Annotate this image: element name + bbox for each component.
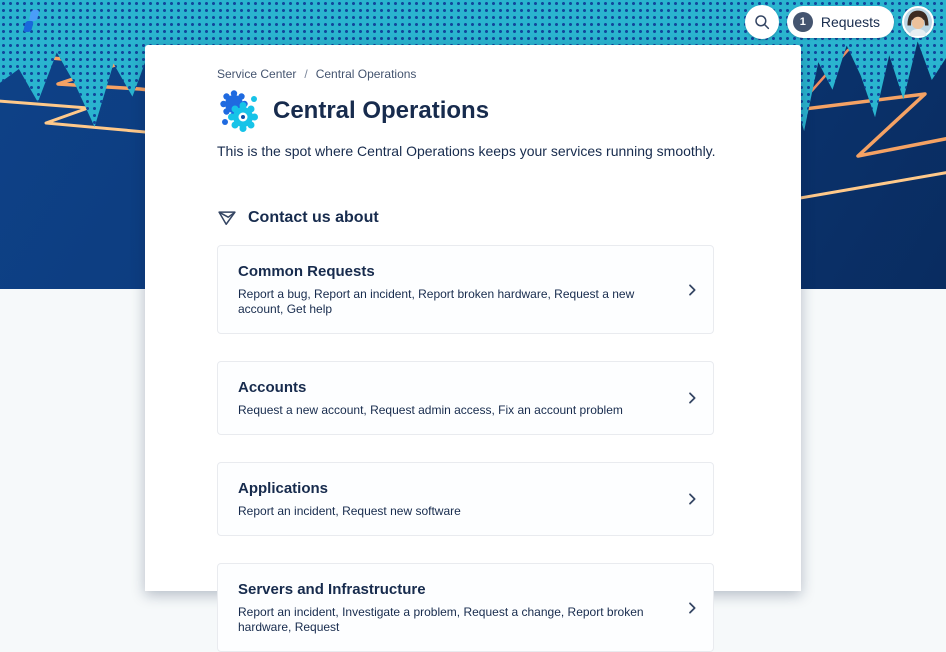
requests-button-label: Requests [820, 14, 880, 30]
category-description: Report an incident, Investigate a problem, Request a change, Report broken hardware, Request [238, 605, 644, 634]
category-description: Report a bug, Report an incident, Report broken hardware, Request a new account, Get help [238, 287, 635, 316]
portal-panel [145, 45, 801, 634]
breadcrumb [217, 67, 730, 81]
user-avatar-button[interactable] [902, 6, 934, 38]
chevron-right-icon [684, 282, 700, 298]
search-icon [753, 13, 771, 31]
search-button[interactable] [745, 5, 779, 39]
category-title: Common Requests [238, 263, 375, 280]
project-avatar-icon [217, 89, 261, 133]
contact-section-title: Contact us about [248, 209, 379, 226]
breadcrumb-current: Central Operations [315, 67, 417, 81]
chevron-right-icon [684, 491, 700, 507]
portal-header [217, 89, 730, 133]
category-list [217, 245, 714, 652]
portal-subtitle: This is the spot where Central Operations keeps your services running smoothly. [217, 143, 716, 159]
chevron-right-icon [684, 390, 700, 406]
topbar [745, 0, 934, 44]
category-card[interactable] [217, 245, 714, 334]
category-description: Report an incident, Request new software [238, 504, 461, 518]
send-icon [217, 208, 237, 228]
category-title: Accounts [238, 379, 307, 396]
category-description: Request a new account, Request admin access, Fix an account problem [238, 403, 623, 417]
category-title: Servers and Infrastructure [238, 581, 426, 598]
category-card[interactable] [217, 462, 714, 536]
page-title: Central Operations [273, 97, 490, 124]
breadcrumb-service-center[interactable]: Service Center [217, 67, 297, 81]
requests-button[interactable] [787, 6, 894, 38]
category-card[interactable] [217, 563, 714, 652]
requests-count-badge: 1 [793, 12, 813, 32]
contact-section-header [217, 208, 730, 228]
jira-logo [20, 8, 46, 34]
category-card[interactable] [217, 361, 714, 435]
chevron-right-icon [684, 600, 700, 616]
breadcrumb-separator: / [304, 67, 308, 81]
category-title: Applications [238, 480, 329, 497]
user-avatar [904, 8, 932, 36]
